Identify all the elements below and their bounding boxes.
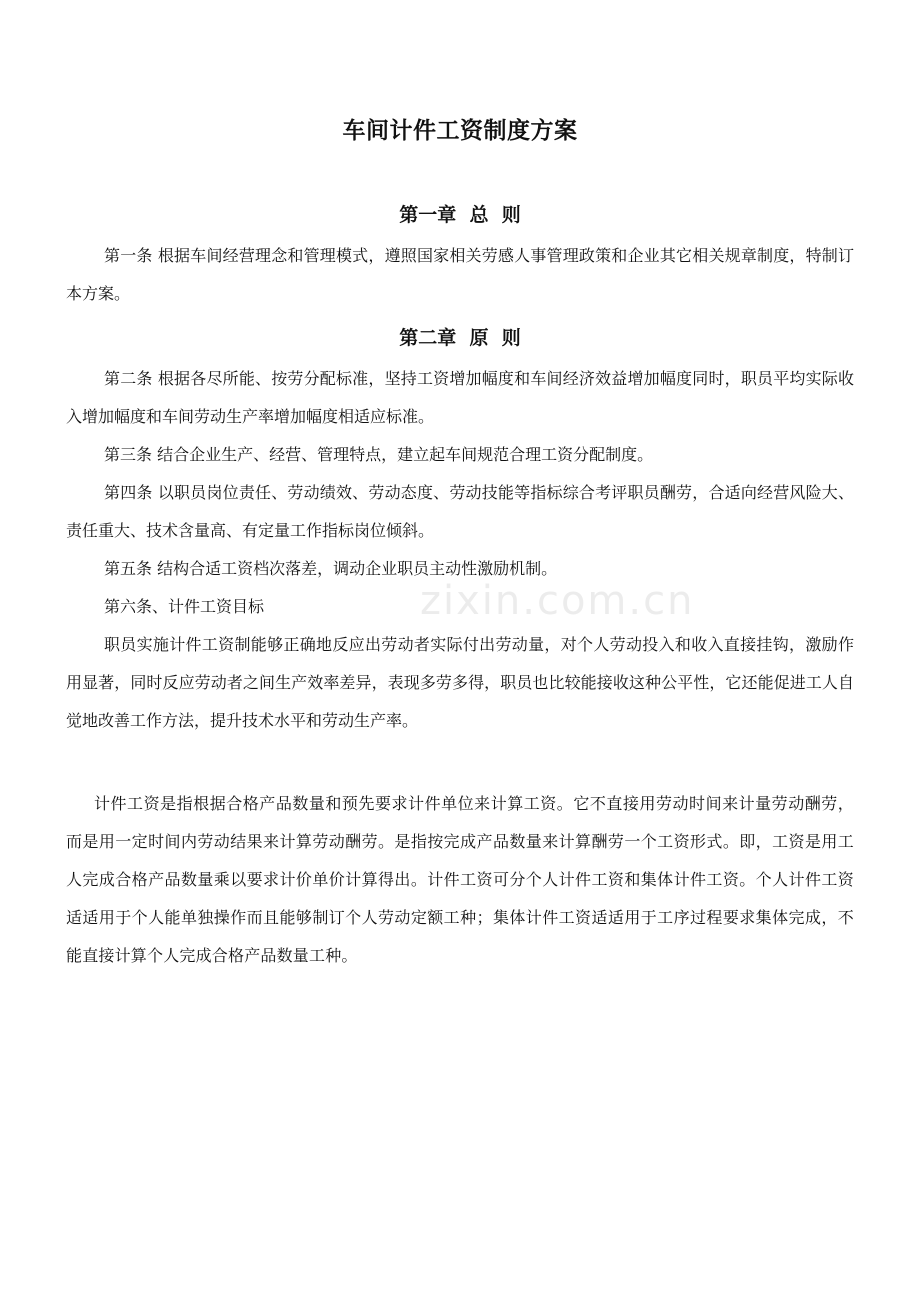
article-paragraph: 第三条 结合企业生产、经营、管理特点，建立起车间规范合理工资分配制度。 <box>104 445 654 464</box>
chapter-heading-general: 第一章 总 则 <box>399 204 521 226</box>
definition-paragraph: 计件工资是指根据合格产品数量和预先要求计件单位来计算工资。它不直接用劳动时间来计量劳动酬劳，而是用一定时间内劳动结果来计算劳动酬劳。是指按完成产品数量来计算酬劳一个工资形式。即，工资是用工人完成合格产品数量乘以要求计价单价计算得出。计件工资可分个人计件工资和集体计件工资。个人计件工资适适用于个人能单独操作而且能够制订个人劳动定额工种；集体计件工资适适用于工序过程要求集体完成，不能直接计算个人完成合格产品数量工种。 <box>66 794 854 965</box>
article-paragraph: 第一条 根据车间经营理念和管理模式，遵照国家相关劳感人事管理政策和企业其它相关规章制度，特制订本方案。 <box>66 246 854 303</box>
article-paragraph: 第六条、计件工资目标 <box>104 597 265 616</box>
article-paragraph: 第四条 以职员岗位责任、劳动绩效、劳动态度、劳动技能等指标综合考评职员酬劳，合适向经营风险大、责任重大、技术含量高、有定量工作指标岗位倾斜。 <box>66 483 854 540</box>
chapter-heading-principles: 第二章 原 则 <box>399 327 521 349</box>
article-paragraph: 第二条 根据各尽所能、按劳分配标准，坚持工资增加幅度和车间经济效益增加幅度同时，职员平均实际收入增加幅度和车间劳动生产率增加幅度相适应标准。 <box>66 369 854 426</box>
article-paragraph: 第五条 结构合适工资档次落差，调动企业职员主动性激励机制。 <box>104 559 558 578</box>
watermark: zixin.com.cn <box>420 578 695 624</box>
document-title: 车间计件工资制度方案 <box>342 118 578 144</box>
article-paragraph: 职员实施计件工资制能够正确地反应出劳动者实际付出劳动量，对个人劳动投入和收入直接挂钩，激励作用显著，同时反应劳动者之间生产效率差异，表现多劳多得，职员也比较能接收这种公平性，它还能促进工人自觉地改善工作方法，提升技术水平和劳动生产率。 <box>66 635 854 730</box>
